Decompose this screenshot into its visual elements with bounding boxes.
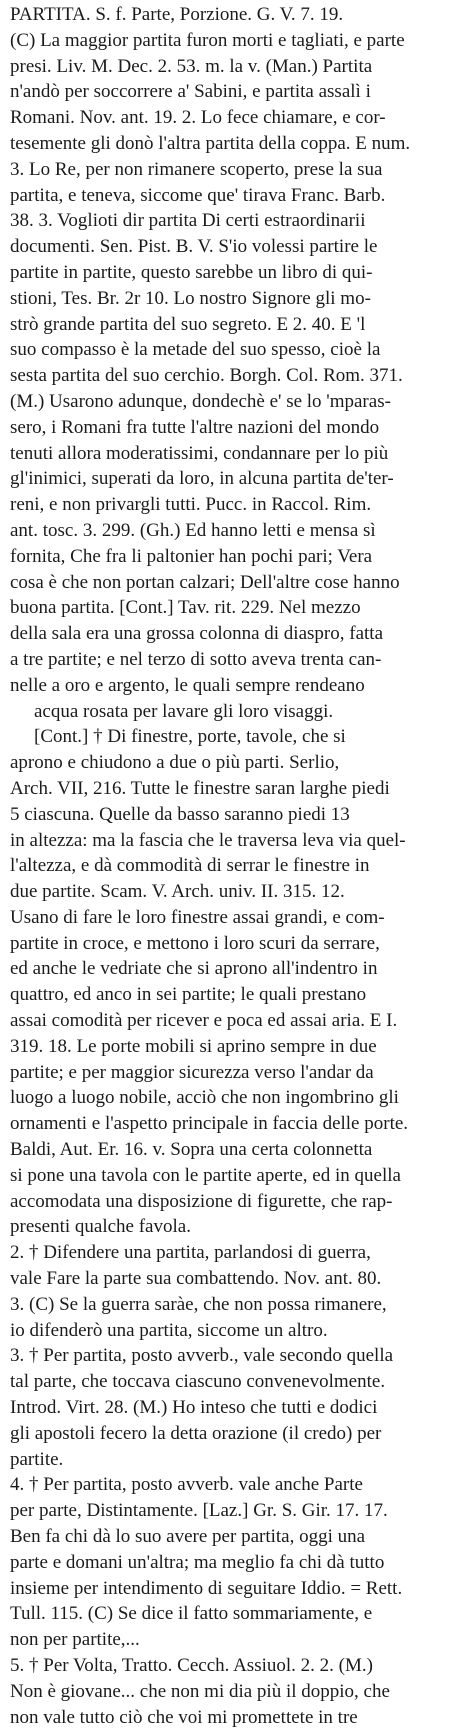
text-line: ant. tosc. 3. 299. (Gh.) Ed hanno letti e mensa sì: [10, 519, 376, 541]
text-line: Arch. VII, 216. Tutte le finestre saran larghe piedi: [10, 777, 390, 799]
text-line: cosa è che non portan calzari; Dell'altre cose hanno: [10, 571, 400, 593]
text-line: quattro, ed anco in sei partite; le quali prestano: [10, 984, 367, 1006]
text-line: 5 ciascuna. Quelle da basso saranno piedi 13: [10, 803, 350, 825]
text-line: partite; e per maggior sicurezza verso l'andar da: [10, 1061, 374, 1083]
text-line: Usano di fare le loro finestre assai grandi, e com-: [10, 906, 385, 928]
text-line: gli apostoli fecero la detta orazione (il credo) per: [10, 1422, 382, 1444]
text-line: si pone una tavola con le partite aperte, ed in quella: [10, 1164, 401, 1186]
text-line: 38. 3. Voglioti dir partita Di certi estraordinarii: [10, 210, 366, 232]
text-line: 3. † Per partita, posto avverb., vale secondo quella: [10, 1345, 394, 1367]
text-line: non per partite,...: [10, 1629, 140, 1651]
text-line: 4. † Per partita, posto avverb. vale anche Parte: [10, 1474, 363, 1496]
text-line: l'altezza, e dà commodità di serrar le finestre in: [10, 855, 370, 877]
text-line: 3. Lo Re, per non rimanere scoperto, prese la sua: [10, 158, 383, 180]
text-line: partite in partite, questo sarebbe un libro di qui-: [10, 261, 373, 283]
text-line: suo compasso è la metade del suo spesso, cioè la: [10, 339, 381, 361]
text-line: nelle a oro e argento, le quali sempre rendeano: [10, 674, 365, 696]
text-line: luogo a luogo nobile, acciò che non ingombrino gli: [10, 1087, 399, 1109]
text-line: assai comodità per ricever e poca ed assai aria. E I.: [10, 1010, 398, 1032]
text-line: non vale tutto ciò che voi mi promettete in tre: [10, 1706, 358, 1728]
text-line: insieme per intendimento di seguitare Iddio. = Rett.: [10, 1577, 403, 1599]
text-line: stioni, Tes. Br. 2r 10. Lo nostro Signore gli mo-: [10, 287, 371, 309]
text-line: strò grande partita del suo segreto. E 2. 40. E 'l: [10, 313, 366, 335]
text-line: 3. (C) Se la guerra saràe, che non possa rimanere,: [10, 1293, 387, 1315]
text-line: Romani. Nov. ant. 19. 2. Lo fece chiamare, e cor-: [10, 107, 386, 129]
text-line: per parte, Distintamente. [Laz.] Gr. S. Gir. 17. 17.: [10, 1500, 388, 1522]
text-line: della sala era una grossa colonna di diaspro, fatta: [10, 623, 383, 645]
text-line: presenti qualche favola.: [10, 1216, 191, 1238]
text-line: Tull. 115. (C) Se dice il fatto sommariamente, e: [10, 1603, 373, 1625]
text-line: ed anche le vedriate che si aprono all'indentro in: [10, 958, 378, 980]
text-line: io difenderò una partita, siccome un altro.: [10, 1319, 328, 1341]
text-line: partita, e teneva, siccome que' tirava Franc. Barb.: [10, 184, 386, 206]
text-line: accomodata una disposizione di figurette, che rap-: [10, 1190, 393, 1212]
text-line: Ben fa chi dà lo suo avere per partita, oggi una: [10, 1526, 366, 1548]
text-line: tal parte, che toccava ciascuno convenevolmente.: [10, 1371, 386, 1393]
text-line: in altezza: ma la fascia che le traversa leva via quel-: [10, 829, 406, 851]
text-line: ornamenti e l'aspetto principale in faccia delle porte.: [10, 1113, 409, 1135]
text-line: partite in croce, e mettono i loro scuri da serrare,: [10, 932, 380, 954]
text-line: fornita, Che fra li paltonier han pochi pari; Vera: [10, 545, 373, 567]
text-line: (M.) Usarono adunque, dondechè e' se lo 'mparas-: [10, 390, 391, 412]
text-line: n'andò per soccorrere a' Sabini, e partita assalì i: [10, 81, 371, 103]
text-line: 5. † Per Volta, Tratto. Cecch. Assiuol. 2. 2. (M.): [10, 1655, 373, 1676]
text-line: 319. 18. Le porte mobili si aprino sempre in due: [10, 1035, 377, 1057]
text-line: presi. Liv. M. Dec. 2. 53. m. la v. (Man.) Partita: [10, 55, 373, 77]
text-line: gl'inimici, superati da loro, in alcuna partita de'ter-: [10, 468, 394, 490]
text-line: sesta partita del suo cerchio. Borgh. Col. Rom. 371.: [10, 365, 403, 387]
text-line: tesemente gli donò l'altra partita della coppa. E num.: [10, 132, 411, 154]
text-line: reni, e non privargli tutti. Pucc. in Raccol. Rim.: [10, 494, 372, 516]
text-line: Introd. Virt. 28. (M.) Ho inteso che tutti e dodici: [10, 1397, 378, 1419]
text-line: PARTITA. S. f. Parte, Porzione. G. V. 7. 19.: [10, 4, 344, 25]
text-line: vale Fare la parte sua combattendo. Nov. ant. 80.: [10, 1268, 382, 1290]
text-line: (C) La maggior partita furon morti e tagliati, e parte: [10, 29, 405, 51]
text-line: tenuti allora moderatissimi, condannare per lo più: [10, 442, 389, 464]
text-line: sero, i Romani fra tutte l'altre nazioni del mondo: [10, 416, 380, 438]
text-line: buona partita. [Cont.] Tav. rit. 229. Nel mezzo: [10, 597, 361, 619]
text-line: [Cont.] † Di finestre, porte, tavole, che si: [34, 726, 346, 748]
text-line: Baldi, Aut. Er. 16. v. Sopra una certa colonnetta: [10, 1139, 373, 1161]
text-line: 2. † Difendere una partita, parlandosi di guerra,: [10, 1242, 371, 1264]
text-line: aprono e chiudono a due o più parti. Serlio,: [10, 752, 340, 774]
text-line: documenti. Sen. Pist. B. V. S'io volessi partire le: [10, 236, 378, 258]
text-line: a tre partite; e nel terzo di sotto aveva trenta can-: [10, 648, 382, 670]
text-line: partite.: [10, 1448, 64, 1470]
text-line: acqua rosata per lavare gli loro visaggi.: [34, 700, 334, 722]
text-line: parte e domani un'altra; ma meglio fa chi dà tutto: [10, 1551, 385, 1573]
text-line: Non è giovane... che non mi dia più il doppio, che: [10, 1680, 390, 1702]
text-line: due partite. Scam. V. Arch. univ. II. 315. 12.: [10, 881, 345, 903]
